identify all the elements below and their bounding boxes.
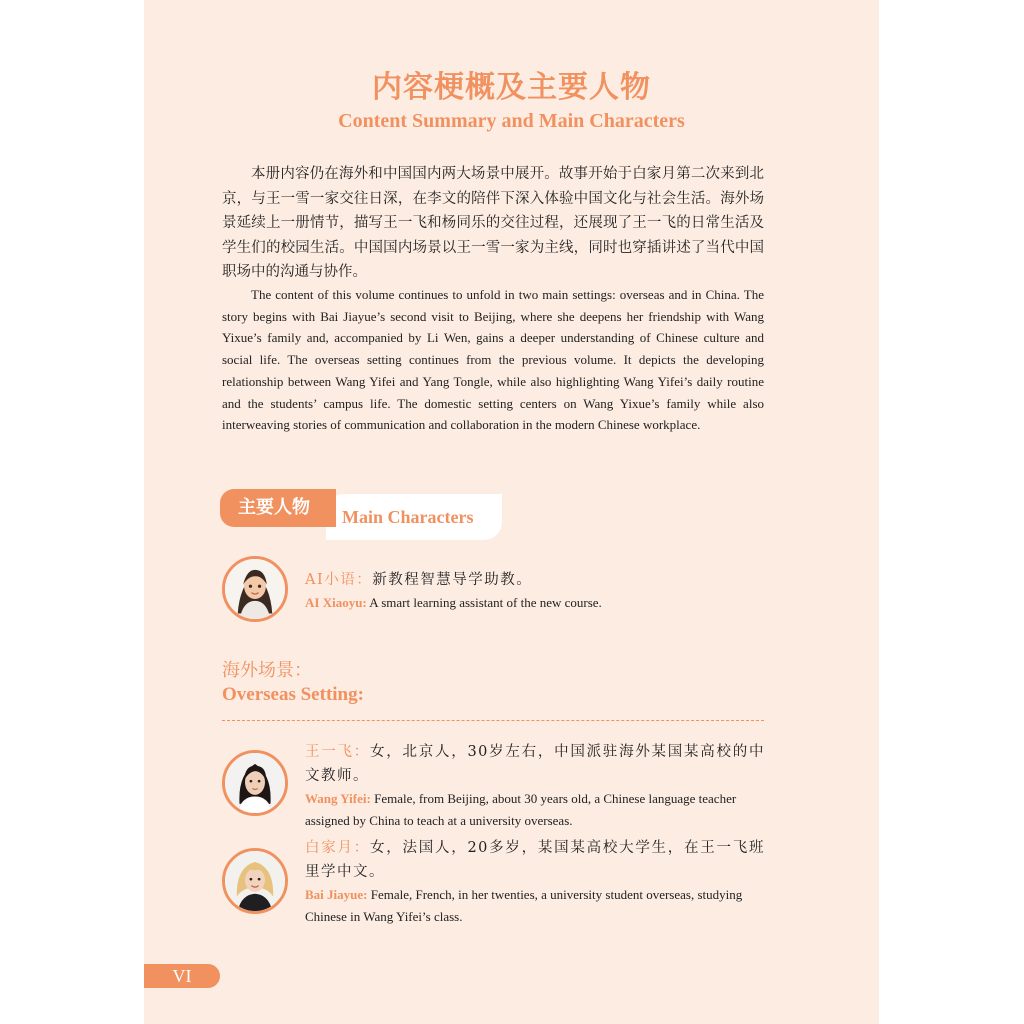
- character-name-chinese: 白家月：: [305, 840, 370, 856]
- main-characters-tab-english: Main Characters: [326, 494, 502, 540]
- character-desc-english: Female, from Beijing, about 30 years old, a Chinese language teacher assigned by China to teach at a university overseas.: [305, 791, 737, 828]
- book-page: [144, 0, 879, 1024]
- character-desc-chinese: 新教程智慧导学助教。: [372, 572, 533, 588]
- wang-yifei-avatar: [222, 750, 288, 816]
- summary-paragraph-chinese: 本册内容仍在海外和中国国内两大场景中展开。故事开始于白家月第二次来到北京，与王一雪一家交往日深，在李文的陪伴下深入体验中国文化与社会生活。海外场景延续上一册情节，描写王一飞和杨同乐的交往过程，还展现了王一飞的日常生活及学生们的校园生活。中国国内场景以王一雪一家为主线，同时也穿插讲述了当代中国职场中的沟通与协作。: [222, 166, 764, 280]
- character-bai-jiayue: [305, 836, 765, 927]
- blonde-woman-portrait-icon: [225, 851, 285, 911]
- page-number: VI: [144, 964, 220, 988]
- dashed-divider: [222, 720, 764, 721]
- cartoon-girl-icon: [225, 559, 285, 619]
- character-ai-xiaoyu: [305, 568, 765, 614]
- character-desc-english: A smart learning assistant of the new course.: [366, 595, 602, 610]
- character-name-english: Bai Jiayue:: [305, 887, 368, 902]
- section-heading-chinese: 海外场景：: [222, 660, 312, 681]
- character-desc-chinese: 女，法国人，20多岁，某国某高校大学生，在王一飞班里学中文。: [305, 840, 766, 880]
- character-name-chinese: AI小语：: [305, 572, 373, 588]
- woman-portrait-icon: [225, 753, 285, 813]
- page-title-chinese: 内容梗概及主要人物: [372, 70, 651, 105]
- character-name-chinese: 王一飞：: [305, 744, 370, 760]
- ai-xiaoyu-avatar: [222, 556, 288, 622]
- section-heading-english: Overseas Setting:: [222, 684, 364, 705]
- character-name-english: Wang Yifei:: [305, 791, 371, 806]
- page-title-english: Content Summary and Main Characters: [338, 110, 685, 132]
- main-characters-tab-chinese: 主要人物: [220, 489, 336, 527]
- bai-jiayue-avatar: [222, 848, 288, 914]
- character-desc-chinese: 女，北京人，30岁左右，中国派驻海外某国某高校的中文教师。: [305, 744, 766, 784]
- summary-paragraph-english: The content of this volume continues to unfold in two main settings: overseas and in China. The story begins with Bai Jiayue’s second visit to Beijing, where she deepens her friendship with Wang Yixue’s family and, accompanied by Li Wen, gains a deeper understanding of Chinese culture and social life. The overseas setting continues from the previous volume. It depicts the developing relationship between Wang Yifei and Yang Tongle, while also highlighting Wang Yifei’s daily routine and the students’ campus life. The domestic setting centers on Wang Yixue’s family while also interweaving stories of communication and collaboration in the modern Chinese workplace.: [222, 287, 764, 433]
- character-wang-yifei: [305, 740, 765, 831]
- character-name-english: AI Xiaoyu:: [305, 595, 367, 610]
- character-desc-english: Female, French, in her twenties, a university student overseas, studying Chinese in Wang Yifei’s class.: [305, 887, 743, 924]
